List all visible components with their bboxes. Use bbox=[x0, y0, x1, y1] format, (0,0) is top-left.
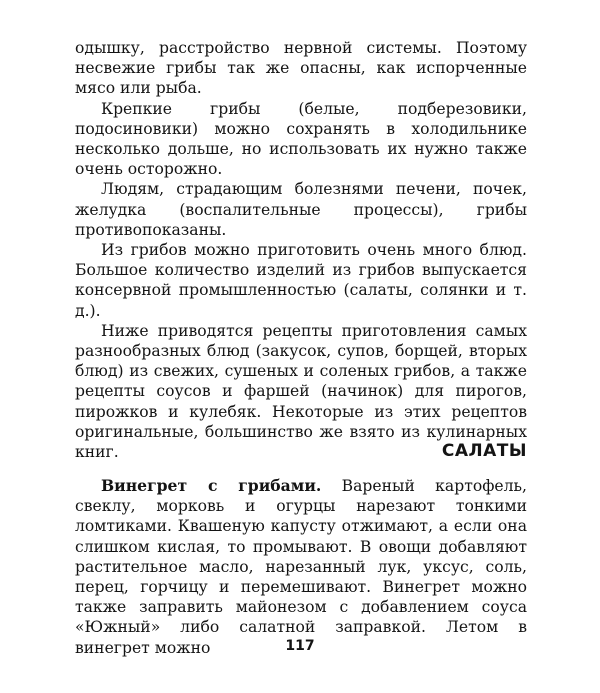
page-number: 117 bbox=[285, 638, 315, 654]
recipe-block bbox=[75, 476, 527, 658]
body-text bbox=[75, 38, 527, 462]
paragraph: одышку, расстройство нервной системы. Поэтому несвежие грибы так же опасны, как испорченные мясо или рыба. bbox=[75, 39, 527, 98]
paragraph: Крепкие грибы (белые, подберезовики, подосиновики) можно сохранять в холодильнике несколько дольше, но использовать их нужно также очень осторожно. bbox=[75, 99, 527, 179]
paragraph: Ниже приводятся рецепты приготовления самых разнообразных блюд (закусок, супов, борщей, вторых блюд) из свежих, сушеных и соленых грибов, а также рецепты соусов и фаршей (начинок) для пирогов, пирожков и кулебяк. Некоторые из этих рецептов оригинальные, большинство же взято из кулинарных книг. bbox=[75, 321, 527, 462]
paragraph: Из грибов можно приготовить очень много блюд. Большое количество изделий из грибов выпускается консервной промышленностью (салаты, солянки и т. д.). bbox=[75, 241, 527, 320]
recipe-title: Винегрет с грибами. bbox=[101, 476, 322, 495]
paragraph: Людям, страдающим болезнями печени, почек, желудка (воспалительные процессы), грибы противопоказаны. bbox=[75, 180, 527, 239]
section-heading: САЛАТЫ bbox=[441, 441, 527, 461]
recipe-paragraph bbox=[75, 476, 527, 658]
recipe-text: Вареный картофель, свеклу, морковь и огурцы нарезают тонкими ломтиками. Квашеную капусту отжимают, а если она слишком кислая, то промывают. В овощи добавляют растительное масло, нарезанный лук, уксус, соль, перец, горчицу и перемешивают. Винегрет можно также заправить майонезом с добавлением соуса «Южный» либо салатной заправкой. Летом в винегрет можно bbox=[75, 477, 528, 657]
